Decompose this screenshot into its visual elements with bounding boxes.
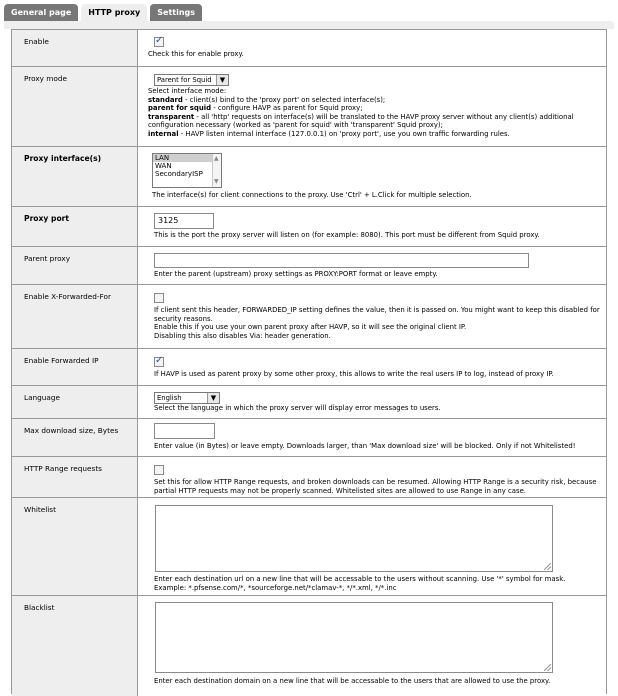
row-blacklist [12, 596, 606, 696]
row-x-forwarded-for [12, 285, 606, 349]
language-desc: Select the language in which the proxy server will display error messages to users. [154, 404, 441, 412]
mode-transparent-term: transparent [148, 112, 195, 121]
enable-desc: Check this for enable proxy. [148, 50, 244, 58]
x-forwarded-for-line2: Enable this if you use your own parent proxy after HAVP, so it will see the original client IP. [154, 323, 467, 332]
tab-general-page[interactable]: General page [4, 4, 78, 21]
whitelist-label: Whitelist [12, 498, 138, 595]
row-proxy-interfaces [12, 147, 606, 207]
chevron-down-icon: ▼ [207, 393, 219, 403]
whitelist-line2: Example: *.pfsense.com/*, *sourceforge.net/*clamav-*, */*.xml, */*.inc [154, 583, 397, 592]
tab-strip [4, 21, 614, 29]
range-requests-desc: Set this for allow HTTP Range requests, and broken downloads can be resumed. Allowing HTTP Range is a security risk, because partial HTTP requests may not be properly scanned. Whitelisted sites are allowed to use Range in any case. [154, 478, 597, 495]
parent-proxy-input[interactable] [154, 253, 529, 268]
mode-transparent-text: - all 'http' requests on interface(s) will be translated to the HAVP proxy server without any client(s) additional configuration necessary (worked as 'parent for squid' with 'transparent' Squid proxy); [148, 112, 574, 130]
row-range-requests [12, 457, 606, 498]
language-selected: English [157, 394, 182, 402]
chevron-down-icon: ▼ [216, 75, 228, 85]
proxy-mode-intro: Select interface mode: [148, 87, 227, 95]
mode-internal-term: internal [148, 129, 179, 138]
x-forwarded-for-label: Enable X-Forwarded-For [12, 285, 138, 348]
enable-checkbox[interactable] [154, 37, 164, 47]
max-download-input[interactable] [154, 423, 215, 439]
tab-http-proxy[interactable]: HTTP proxy [81, 4, 147, 21]
whitelist-line1: Enter each destination url on a new line that will be accessable to the users without scanning. Use '*' symbol for mask. [154, 575, 566, 583]
mode-standard-text: - client(s) bind to the 'proxy port' on selected interface(s); [182, 95, 386, 104]
proxy-mode-select[interactable] [154, 74, 229, 86]
scroll-down-icon[interactable]: ▼ [214, 177, 219, 185]
forwarded-ip-checkbox[interactable] [154, 357, 164, 367]
proxy-port-input[interactable]: 3125 [154, 213, 214, 229]
whitelist-desc [154, 575, 606, 592]
enable-label: Enable [12, 30, 138, 66]
mode-parent-text: - configure HAVP as parent for Squid proxy; [211, 104, 363, 113]
row-proxy-mode [12, 67, 606, 147]
range-requests-label: HTTP Range requests [12, 457, 138, 497]
x-forwarded-for-checkbox[interactable] [154, 293, 164, 303]
row-language [12, 386, 606, 419]
parent-proxy-desc: Enter the parent (upstream) proxy settings as PROXY:PORT format or leave empty. [154, 270, 438, 278]
x-forwarded-for-line3: Disabling this also disables Via: header generation. [154, 331, 331, 340]
proxy-port-label: Proxy port [12, 207, 138, 246]
row-whitelist [12, 498, 606, 596]
language-select[interactable] [154, 392, 220, 404]
proxy-port-desc: This is the port the proxy server will listen on (for example: 8080). This port must be different from Squid proxy. [154, 231, 540, 239]
row-enable [12, 30, 606, 67]
settings-panel [11, 29, 607, 694]
forwarded-ip-label: Enable Forwarded IP [12, 349, 138, 385]
blacklist-textarea[interactable] [155, 602, 553, 673]
whitelist-textarea[interactable] [155, 505, 553, 572]
proxy-interfaces-listbox[interactable] [152, 153, 222, 188]
interface-option-secondaryisp[interactable]: SecondaryISP [155, 170, 203, 179]
tab-bar [4, 4, 205, 21]
parent-proxy-label: Parent proxy [12, 247, 138, 284]
mode-parent-term: parent for squid [148, 104, 212, 113]
mode-internal-text: - HAVP listen internal interface (127.0.0.1) on 'proxy port', use you own traffic forwarding rules. [178, 129, 510, 138]
proxy-interfaces-desc: The interface(s) for client connections to the proxy. Use 'Ctrl' + L.Click for multiple selection. [152, 191, 472, 199]
row-forwarded-ip [12, 349, 606, 386]
proxy-mode-label: Proxy mode [12, 67, 138, 146]
row-parent-proxy [12, 247, 606, 285]
blacklist-label: Blacklist [12, 596, 138, 696]
interface-option-wan[interactable]: WAN [155, 162, 172, 171]
interface-option-lan[interactable]: LAN [153, 154, 221, 162]
tab-settings[interactable]: Settings [150, 4, 202, 21]
x-forwarded-for-desc [154, 306, 604, 340]
range-requests-checkbox[interactable] [154, 465, 164, 475]
proxy-mode-desc [148, 87, 606, 139]
resize-grip-icon[interactable] [544, 664, 551, 671]
scroll-up-icon[interactable]: ▲ [214, 155, 219, 162]
row-proxy-port [12, 207, 606, 247]
max-download-desc: Enter value (in Bytes) or leave empty. Downloads larger, than 'Max download size' will be blocked. Only if not Whitelisted! [154, 442, 576, 450]
mode-standard-term: standard [148, 95, 183, 104]
forwarded-ip-desc: If HAVP is used as parent proxy by some other proxy, this allows to write the real users IP to log, instead of proxy IP. [154, 370, 554, 378]
max-download-label: Max download size, Bytes [12, 419, 138, 456]
listbox-scrollbar[interactable] [212, 154, 221, 187]
blacklist-desc: Enter each destination domain on a new line that will be accessable to the users that are allowed to use the proxy. [154, 677, 551, 685]
proxy-mode-selected: Parent for Squid [157, 76, 212, 84]
x-forwarded-for-line1: If client sent this header, FORWARDED_IP setting defines the value, then it is passed on. You might want to keep this disabled for security reasons. [154, 306, 600, 323]
language-label: Language [12, 386, 138, 418]
row-max-download [12, 419, 606, 457]
resize-grip-icon[interactable] [544, 563, 551, 570]
proxy-interfaces-label: Proxy interface(s) [12, 147, 138, 206]
